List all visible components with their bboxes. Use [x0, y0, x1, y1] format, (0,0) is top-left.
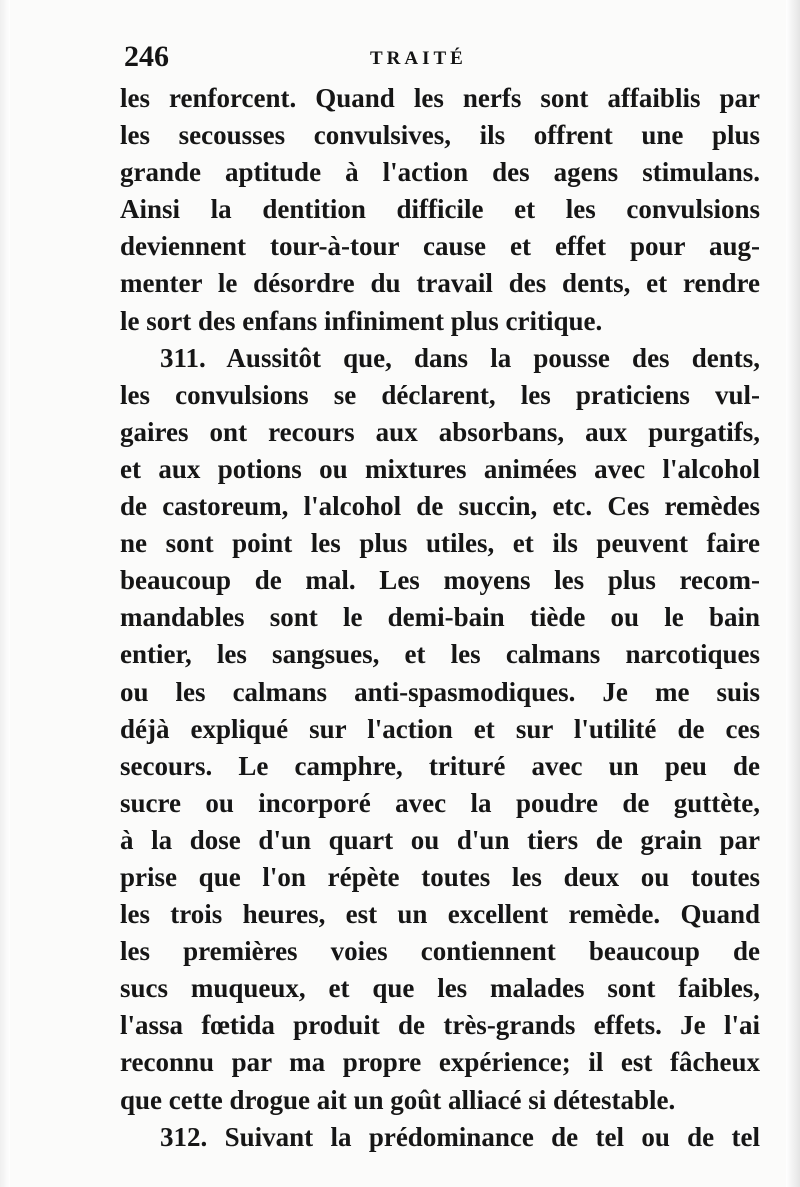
text-line: que cette drogue ait un goût alliacé si détestable. — [120, 1084, 676, 1115]
text-line: le sort des enfans infiniment plus critique. — [120, 305, 603, 336]
paragraph-start-312: 312. Suivant la prédominance de tel ou de tel — [160, 1121, 760, 1152]
text-line: sucs muqueux, et que les malades sont faibles, — [120, 973, 760, 1004]
text-line: gaires ont recours aux absorbans, aux purgatifs, — [120, 416, 760, 447]
text-line: déjà expliqué sur l'action et sur l'utilité de ces — [120, 713, 760, 744]
page-header — [122, 40, 762, 80]
text-line: grande aptitude à l'action des agens stimulans. — [120, 157, 760, 188]
text-line: entier, les sangsues, et les calmans narcotiques — [120, 639, 760, 670]
running-title: TRAITÉ — [370, 48, 467, 69]
paragraph-start-311: 311. Aussitôt que, dans la pousse des dents, — [160, 342, 760, 373]
text-line: ou les calmans anti-spasmodiques. Je me suis — [120, 676, 760, 707]
text-line: les convulsions se déclarent, les praticiens vul- — [120, 379, 760, 410]
text-line: ne sont point les plus utiles, et ils peuvent faire — [120, 528, 760, 559]
text-line: et aux potions ou mixtures animées avec l'alcohol — [120, 453, 760, 484]
page-left-edge — [0, 0, 10, 1187]
text-line: les trois heures, est un excellent remède. Quand — [120, 899, 760, 930]
text-line: les secousses convulsives, ils offrent une plus — [120, 120, 760, 151]
text-line: les premières voies contiennent beaucoup de — [120, 936, 760, 967]
text-line: à la dose d'un quart ou d'un tiers de grain par — [120, 824, 760, 855]
text-line: reconnu par ma propre expérience; il est fâcheux — [120, 1047, 760, 1078]
text-line: sucre ou incorporé avec la poudre de guttète, — [120, 787, 760, 818]
text-line: les renforcent. Quand les nerfs sont affaiblis par — [120, 83, 760, 113]
page-right-edge — [786, 0, 800, 1187]
text-line: menter le désordre du travail des dents, et rendre — [120, 268, 760, 299]
text-line: beaucoup de mal. Les moyens les plus recom- — [120, 565, 760, 596]
page-number: 246 — [124, 40, 169, 73]
text-line: l'assa fœtida produit de très-grands effets. Je l'ai — [120, 1010, 760, 1041]
text-line: de castoreum, l'alcohol de succin, etc. Ces remèdes — [120, 491, 760, 522]
text-line: deviennent tour-à-tour cause et effet pour aug- — [120, 231, 760, 262]
text-line: prise que l'on répète toutes les deux ou toutes — [120, 861, 760, 892]
text-line: Ainsi la dentition difficile et les convulsions — [120, 194, 760, 225]
text-line: secours. Le camphre, trituré avec un peu de — [120, 750, 760, 781]
body-text — [120, 80, 760, 1156]
text-line: mandables sont le demi-bain tiède ou le bain — [120, 602, 760, 633]
